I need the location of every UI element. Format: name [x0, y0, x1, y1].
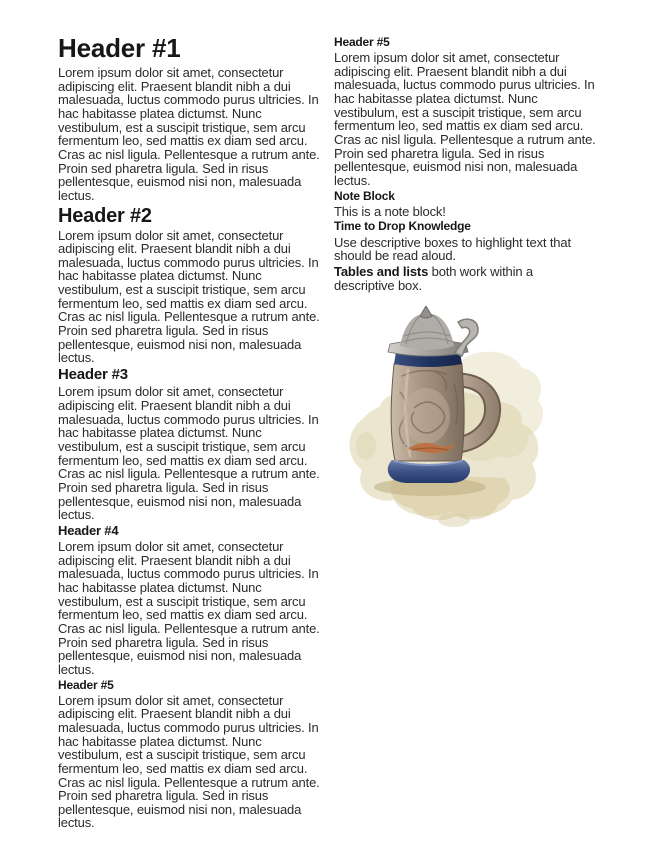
heading-1: Header #1: [58, 33, 181, 63]
paragraph-4: Lorem ipsum dolor sit amet, consectetur adipiscing elit. Praesent blandit nibh a dui malesuada, luctus commodo purus ultricies. In hac habitasse platea dictumst. Nunc vestibulum, est a suscipit tristique, sem arcu fermentum leo, sed mattis ex diam sed arcu. Cras ac nisl ligula. Pellentesque a rutrum ante. Proin sed pharetra ligula. Sed in risus pellentesque, euismod nisi non, malesuada lectus.: [58, 539, 320, 677]
right-column: [334, 34, 596, 832]
tables-lists-bold: Tables and lists: [334, 263, 429, 279]
heading-5: Header #5: [58, 677, 114, 692]
left-column: [58, 34, 320, 832]
knowledge-heading: Time to Drop Knowledge: [334, 219, 471, 234]
tables-lists-rest: both work within a descriptive box.: [334, 263, 533, 293]
paragraph-5: Lorem ipsum dolor sit amet, consectetur adipiscing elit. Praesent blandit nibh a dui malesuada, luctus commodo purus ultricies. In hac habitasse platea dictumst. Nunc vestibulum, est a suscipit tristique, sem arcu fermentum leo, sed mattis ex diam sed arcu. Cras ac nisl ligula. Pellentesque a rutrum ante. Proin sed pharetra ligula. Sed in risus pellentesque, euismod nisi non, malesuada lectus.: [58, 692, 320, 831]
knowledge-text: Use descriptive boxes to highlight text that should be read aloud.: [334, 234, 571, 264]
note-block-heading: Note Block: [334, 188, 395, 203]
tables-lists-note: [334, 265, 596, 292]
paragraph-6: Lorem ipsum dolor sit amet, consectetur adipiscing elit. Praesent blandit nibh a dui malesuada, luctus commodo purus ultricies. In hac habitasse platea dictumst. Nunc vestibulum, est a suscipit tristique, sem arcu fermentum leo, sed mattis ex diam sed arcu. Cras ac nisl ligula. Pellentesque a rutrum ante. Proin sed pharetra ligula. Sed in risus pellentesque, euismod nisi non, malesuada lectus.: [334, 50, 596, 188]
heading-5-right: Header #5: [334, 35, 390, 49]
heading-3: Header #3: [58, 365, 128, 383]
paragraph-2: Lorem ipsum dolor sit amet, consectetur adipiscing elit. Praesent blandit nibh a dui malesuada, luctus commodo purus ultricies. In hac habitasse platea dictumst. Nunc vestibulum, est a suscipit tristique, sem arcu fermentum leo, sed mattis ex diam sed arcu. Cras ac nisl ligula. Pellentesque a rutrum ante. Proin sed pharetra ligula. Sed in risus pellentesque, euismod nisi non, malesuada lectus.: [58, 227, 320, 366]
heading-4: Header #4: [58, 522, 119, 538]
beer-stein-illustration: [336, 306, 576, 532]
heading-2: Header #2: [58, 204, 152, 227]
note-block-text: This is a note block!: [334, 203, 446, 219]
paragraph-1: Lorem ipsum dolor sit amet, consectetur adipiscing elit. Praesent blandit nibh a dui malesuada, luctus commodo purus ultricies. In hac habitasse platea dictumst. Nunc vestibulum, est a suscipit tristique, sem arcu fermentum leo, sed mattis ex diam sed arcu. Cras ac nisl ligula. Pellentesque a rutrum ante. Proin sed pharetra ligula. Sed in risus pellentesque, euismod nisi non, malesuada lectus.: [58, 65, 320, 203]
beer-stein-image: [336, 306, 576, 532]
paragraph-3: Lorem ipsum dolor sit amet, consectetur adipiscing elit. Praesent blandit nibh a dui malesuada, luctus commodo purus ultricies. In hac habitasse platea dictumst. Nunc vestibulum, est a suscipit tristique, sem arcu fermentum leo, sed mattis ex diam sed arcu. Cras ac nisl ligula. Pellentesque a rutrum ante. Proin sed pharetra ligula. Sed in risus pellentesque, euismod nisi non, malesuada lectus.: [58, 384, 320, 523]
